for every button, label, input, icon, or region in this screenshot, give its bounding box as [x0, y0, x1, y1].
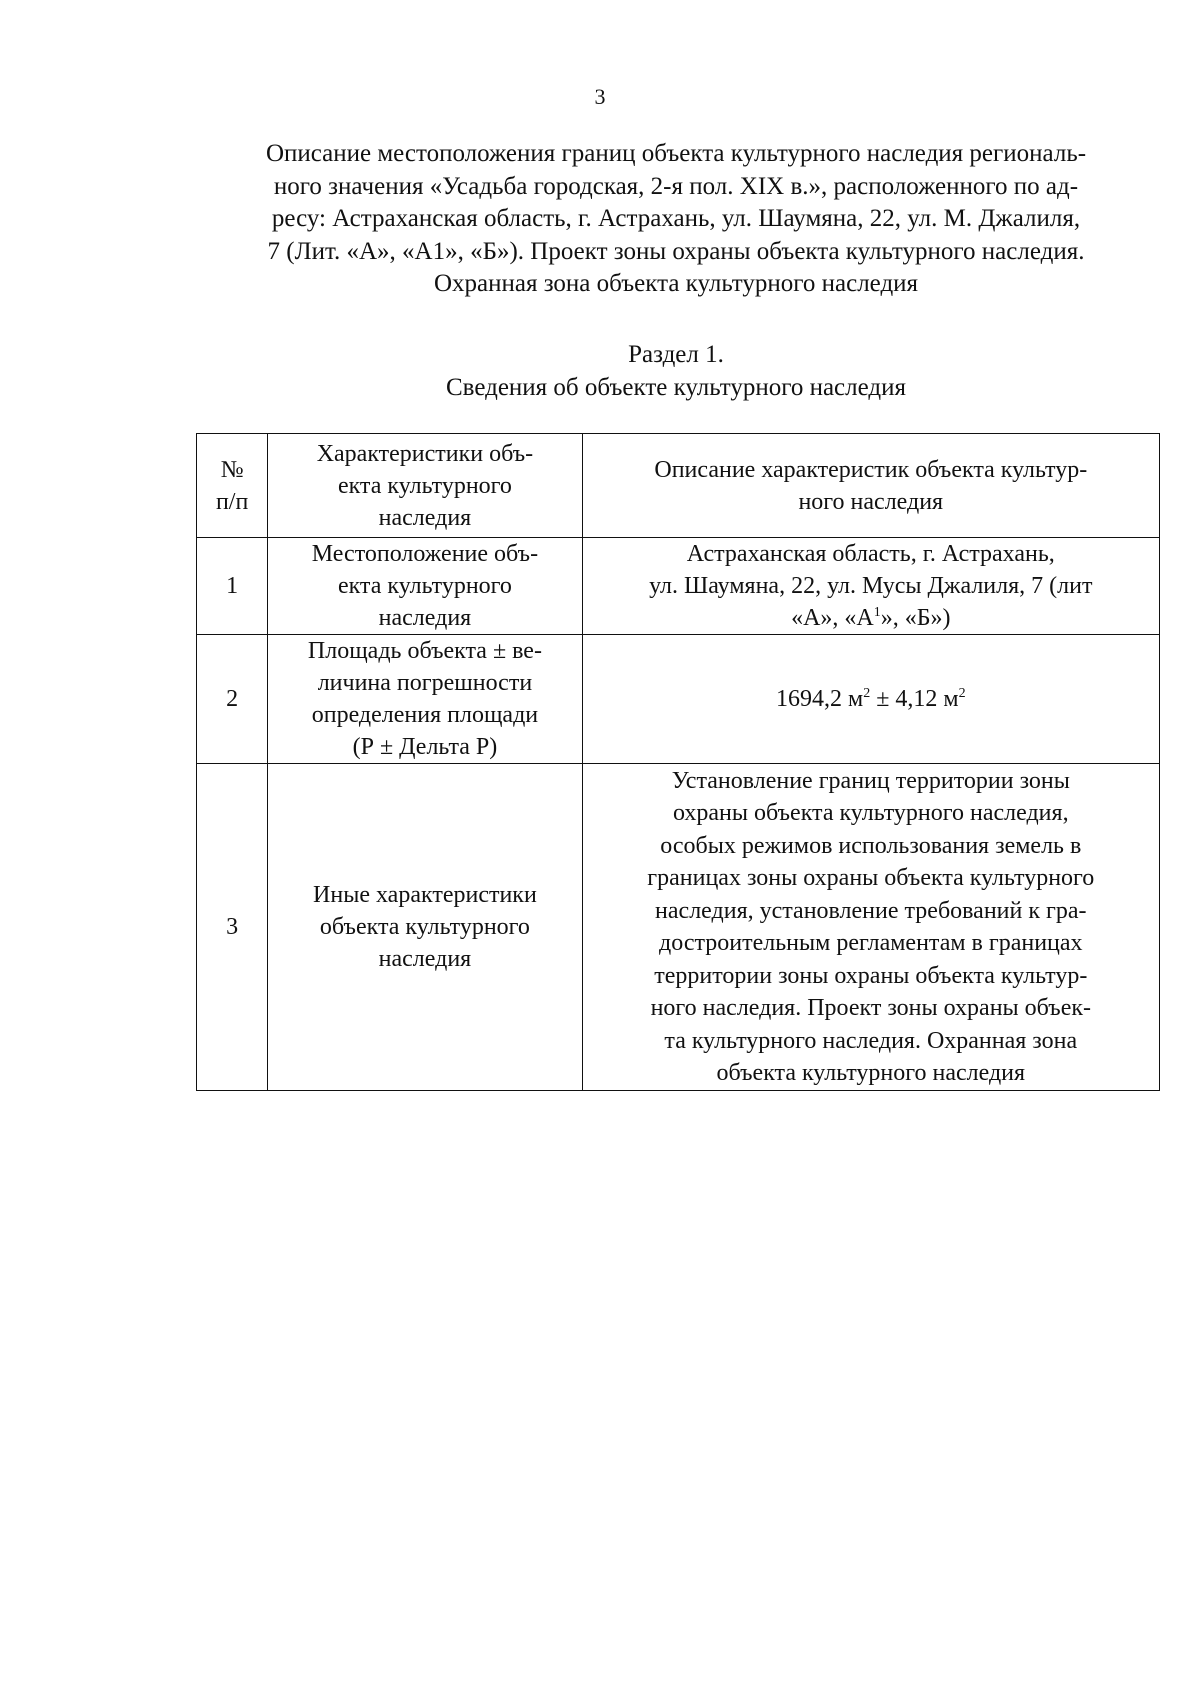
- characteristic-line: объекта культурного: [319, 914, 530, 940]
- characteristic-line: личина погрешности: [317, 670, 533, 696]
- characteristic-line: определения площади: [311, 702, 539, 728]
- description-line: объекта культурного наследия: [716, 1060, 1026, 1086]
- header-characteristic-cell: [268, 434, 582, 538]
- title-line: ного значения «Усадьба городская, 2-я пол. XIX в.», расположенного по ад-: [273, 172, 1079, 200]
- superscript: 2: [863, 686, 871, 701]
- characteristic-line: Иные характеристики: [313, 882, 537, 908]
- row-description-cell: [582, 538, 1159, 635]
- row-num-cell: 1: [197, 538, 268, 635]
- section-number: Раздел 1.: [628, 341, 724, 368]
- row-characteristic-cell: [268, 764, 582, 1091]
- characteristic-line: наследия: [378, 605, 472, 631]
- section-heading: Сведения об объекте культурного наследия: [446, 374, 906, 401]
- header-num-line: п/п: [215, 488, 249, 515]
- description-line: Астраханская область, г. Астрахань,: [686, 541, 1055, 567]
- header-characteristic-line: наследия: [378, 504, 472, 531]
- characteristic-line: екта культурного: [337, 573, 512, 599]
- header-description-cell: [582, 434, 1159, 538]
- description-line: наследия, установление требований к гра-: [655, 897, 1087, 924]
- description-line: границах зоны охраны объекта культурного: [647, 865, 1095, 891]
- table-row: [197, 635, 1160, 764]
- document-title: [196, 138, 1156, 301]
- characteristic-line: Местоположение объ-: [311, 541, 539, 567]
- description-line: та культурного наследия. Охранная зона: [664, 1027, 1078, 1054]
- section-header: [196, 338, 1156, 404]
- description-line: ул. Шаумяна, 22, ул. Мусы Джалиля, 7 (лит: [649, 573, 1093, 599]
- characteristic-line: Площадь объекта ± ве-: [307, 638, 542, 664]
- characteristic-line: наследия: [378, 946, 472, 972]
- header-description-line: Описание характеристик объекта культур-: [654, 456, 1088, 483]
- description-line: охраны объекта культурного наследия,: [673, 800, 1069, 826]
- heritage-info-table: [196, 433, 1160, 1091]
- description-text: «А», «А: [791, 605, 874, 631]
- row-num-cell: 2: [197, 635, 268, 764]
- title-line: ресу: Астраханская область, г. Астрахань, ул. Шаумяна, 22, ул. М. Джалиля,: [271, 205, 1081, 232]
- table-row: [197, 764, 1160, 1091]
- area-error: ± 4,12 м: [870, 686, 959, 712]
- description-line: Установление границ территории зоны: [671, 767, 1070, 794]
- row-characteristic-cell: [268, 538, 582, 635]
- description-line: особых режимов использования земель в: [660, 832, 1082, 859]
- title-line: Описание местоположения границ объекта культурного наследия региональ-: [265, 140, 1087, 167]
- superscript: 2: [958, 686, 966, 701]
- header-num-line: №: [220, 456, 244, 483]
- table-header-row: [197, 434, 1160, 538]
- description-line: ного наследия. Проект зоны охраны объек-: [650, 995, 1091, 1021]
- row-description-cell: [582, 635, 1159, 764]
- title-line: Охранная зона объекта культурного наследия: [433, 270, 919, 297]
- title-line: 7 (Лит. «А», «А1», «Б»). Проект зоны охраны объекта культурного наследия.: [267, 237, 1085, 265]
- header-characteristic-line: Характеристики объ-: [316, 440, 534, 467]
- header-num-cell: [197, 434, 268, 538]
- description-line-last: [589, 602, 1153, 634]
- row-characteristic-cell: [268, 635, 582, 764]
- description-line: достроительным регламентам в границах: [659, 930, 1083, 956]
- header-characteristic-line: екта культурного: [337, 472, 512, 499]
- superscript: 1: [873, 605, 881, 620]
- table-row: [197, 538, 1160, 635]
- area-number: 1694,2 м: [776, 686, 864, 712]
- row-num-cell: 3: [197, 764, 268, 1091]
- description-text: », «Б»): [880, 605, 951, 631]
- header-description-line: ного наследия: [798, 488, 944, 515]
- area-value: [589, 683, 1153, 715]
- characteristic-line: (Р ± Дельта Р): [352, 734, 498, 760]
- row-description-cell: [582, 764, 1159, 1091]
- description-line: территории зоны охраны объекта культур-: [654, 962, 1088, 989]
- page-number: 3: [594, 84, 606, 109]
